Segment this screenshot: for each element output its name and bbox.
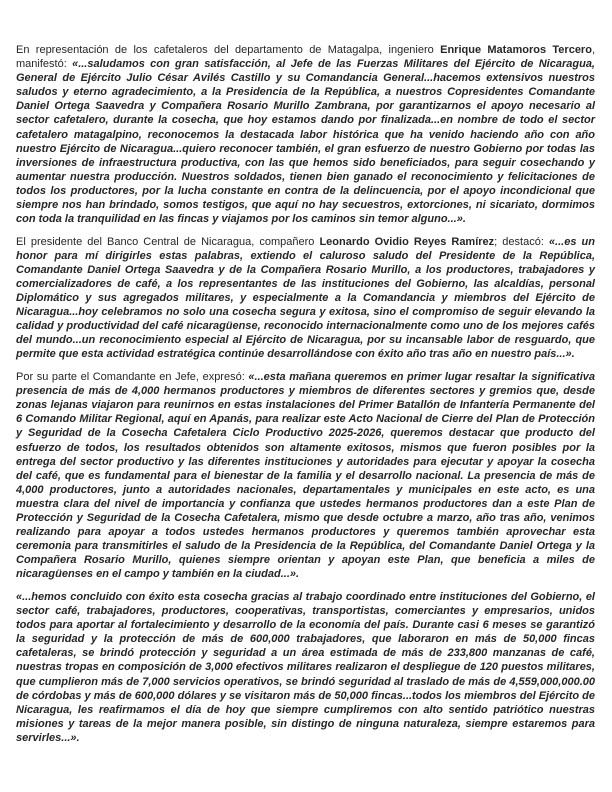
paragraph-comandante-continuation — [16, 590, 595, 745]
paragraph-comandante-intro: Por su parte el Comandante en Jefe, expresó: — [16, 371, 249, 384]
paragraph-reyes-intro: El presidente del Banco Central de Nicaragua, compañero — [16, 235, 320, 248]
paragraph-matamoros-intro: En representación de los cafetaleros del departamento de Matagalpa, ingeniero — [16, 44, 441, 56]
speaker-name-reyes: Leonardo Ovidio Reyes Ramírez — [319, 235, 495, 248]
paragraph-matamoros — [16, 43, 595, 226]
paragraph-reyes — [16, 235, 595, 362]
speaker-name-matamoros: Enrique Matamoros Tercero — [440, 44, 592, 56]
quote-comandante-continuation: «...hemos concluido con éxito esta cosecha gracias al trabajo coordinado entre instituciones del Gobierno, el sector café, trabajadores, productores, cooperativas, transportistas, comerciantes y empresarios, unidos todos para aportar al fortalecimiento y desarrollo de la economía del país. Durante casi 6 meses se garantizó la seguridad y la protección de más de 600,000 trabajadores, que laboraron en más de 50,000 fincas cafetaleras, se brindó protección y seguridad a un área estimada de más de 233,800 manzanas de café, nuestras tropas en composición de 3,000 efectivos militares realizaron el despliegue de 120 puestos militares, que cumplieron más de 7,000 servicios operativos, se brindó seguridad al traslado de más de 4,559,000,000.00 de córdobas y más de 600,000 dólares y se visitaron más de 50,000 fincas...todos los miembros del Ejército de Nicaragua, les reafirmamos el día de hoy que siempre cumpliremos con alto sentido patriótico nuestras misiones y tareas de la mejor manera posible, sin distingo de ninguna naturaleza, siempre estaremos para servirles...». — [16, 590, 595, 744]
quote-comandante: «...esta mañana queremos en primer lugar resaltar la significativa presencia de más de 4,000 hermanos productores y miembros de diferentes sectores y gremios que, desde zonas lejanas viajaron para reunirnos en estas instalaciones del Primer Batallón de Infantería Permanente del 6 Comando Militar Regional, aquí en Apanás, para realizar este Acto Nacional de Cierre del Plan de Protección y Seguridad de la Cosecha Cafetalera Ciclo Productivo 2025-2026, queremos destacar que producto del esfuerzo de todos, los resultados obtenidos son altamente exitosos, mismos que fueron posibles por la entrega del sector productivo y las diferentes instituciones y autoridades para ejecutar y apoyar la cosecha del café, que es fundamental para el bienestar de la familia y el desarrollo nacional. La presencia de más de 4,000 productores, junto a autoridades nacionales, departamentales y municipales en este acto, es una muestra clara del nivel de importancia y confianza que ustedes hermanos productores dan a este Plan de Protección y Seguridad de la Cosecha Cafetalera, mismo que desde octubre a marzo, año tras año, venimos realizando para apoyar a todos ustedes hermanos productores y queremos también aprovechar esta ceremonia para transmitirles el saludo de la Presidencia de la República, del Comandante Daniel Ortega y la Compañera Rosario Murillo, quienes siempre orientan y apoyan este Plan, que beneficia a miles de nicaragüenses en el campo y también en la ciudad...». — [16, 371, 595, 581]
quote-reyes: «...es un honor para mí dirigirles estas palabras, extiendo el caluroso saludo del Presidente de la República, Comandante Daniel Ortega Saavedra y de la Compañera Rosario Murillo, a los productores, trabajadores y comercializadores de café, a los representantes de las instituciones del Gobierno, las alcaldías, personal Diplomático y sus agregados militares, y especialmente a la Comandancia y miembros del Ejército de Nicaragua...hoy celebramos no solo una cosecha segura y exitosa, sino el compromiso de seguir elevando la calidad y productividad del café nicaragüense, reconocido internacionalmente como uno de los mejores cafés del mundo...un reconocimiento especial al Ejército de Nicaragua, por su incansable labor de resguardo, que permite que esta actividad estratégica continúe desarrollándose con éxito año tras año en nuestro país...». — [16, 235, 595, 361]
paragraph-comandante — [16, 370, 595, 581]
paragraph-matamoros-verb: , manifestó: — [16, 44, 595, 71]
paragraph-reyes-verb: ; destacó: — [494, 235, 549, 248]
quote-matamoros: «...saludamos con gran satisfacción, al Jefe de las Fuerzas Militares del Ejército de Nicaragua, General de Ejército Julio César Avilés Castillo y su Comandancia General...hacemos extensivos nuestros saludos y eterno agradecimiento, a la Presidencia de la República, a nuestros Copresidentes Comandante Daniel Ortega Saavedra y Compañera Rosario Murillo Zambrana, por garantizarnos el apoyo necesario al sector cafetalero, durante la cosecha, que hoy estamos dando por finalizada...en nombre de todo el sector cafetalero matagalpino, reconocemos la destacada labor histórica que ha venido haciendo año con año nuestro Ejército de Nicaragua...quiero reconocer también, el gran esfuerzo de nuestro Gobierno por todas las inversiones de infraestructura productiva, con las que hemos sido beneficiados, para seguir cosechando y aumentar nuestra producción. Nuestros soldados, tienen bien ganado el reconocimiento y felicitaciones de todos los productores, por la lucha constante en contra de la delincuencia, por el apoyo incondicional que siempre nos han brindado, somos testigos, que aquí no hay secuestros, extorciones, ni sicariato, dormimos con toda la tranquilidad en las fincas y viajamos por los caminos sin temor alguno...». — [16, 58, 595, 226]
